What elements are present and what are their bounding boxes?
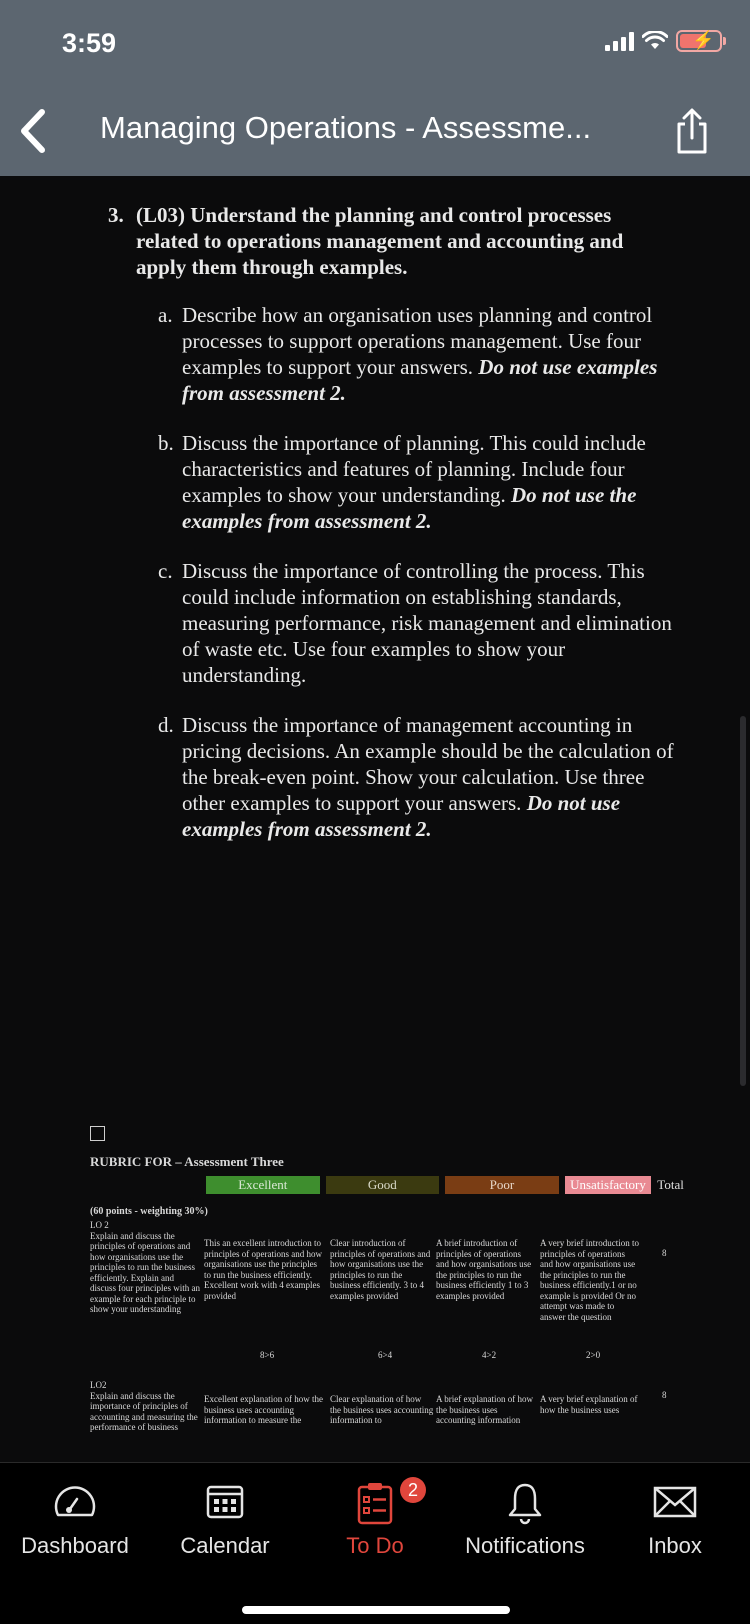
question-part-c — [158, 558, 678, 688]
page-title: Managing Operations - Assessme... — [100, 110, 592, 145]
rubric-table — [90, 1154, 690, 1432]
rubric-row-2-unsatisfactory: A very brief explanation of how the business uses — [540, 1394, 638, 1415]
tab-label: Inbox — [648, 1533, 702, 1558]
part-label: d. — [158, 713, 174, 737]
tab-label: Notifications — [465, 1533, 585, 1558]
question-text: (L03) Understand the planning and control processes related to operations management and accounting and apply them through examples. — [136, 203, 624, 279]
header-good: Good — [326, 1176, 440, 1194]
gauge-icon — [50, 1481, 100, 1521]
question-part-b — [158, 430, 678, 534]
rubric-points: (60 points - weighting 30%) — [90, 1206, 208, 1217]
tab-todo[interactable] — [300, 1463, 450, 1583]
rubric-row-1-total: 8 — [662, 1248, 667, 1258]
bell-icon — [505, 1481, 545, 1525]
rubric-row-1-poor: A brief introduction of principles of operations and how organisations use the principles to run the business efficiently 1 to 3 examples provided — [436, 1238, 532, 1301]
rubric-row-1-good: Clear introduction of principles of operations and how organisations use the principles to run the business efficiently. 3 to 4 examples provided — [330, 1238, 431, 1301]
header-excellent: Excellent — [206, 1176, 320, 1194]
todo-clipboard-icon — [355, 1481, 395, 1525]
app-header — [0, 0, 750, 176]
part-label: b. — [158, 431, 174, 455]
home-indicator[interactable] — [242, 1606, 510, 1614]
part-text: Discuss the importance of controlling the process. This could include information on establishing standards, measuring performance, risk management and elimination of waste etc. Use four examples to show your understanding. — [182, 559, 672, 687]
rubric-row-2-good: Clear explanation of how the business uses accounting information to — [330, 1394, 434, 1425]
header-total: Total — [657, 1177, 684, 1192]
header-poor: Poor — [445, 1176, 559, 1194]
rubric-title: RUBRIC FOR – Assessment Three — [90, 1154, 284, 1169]
scrollbar-thumb[interactable] — [740, 716, 746, 1086]
back-chevron-icon[interactable] — [14, 104, 54, 158]
rubric-row-1-excellent: This an excellent introduction to principles of operations and how organisations use the principles to run the business efficiently. Excellent work with 4 examples provided — [204, 1238, 322, 1301]
share-icon[interactable] — [672, 108, 712, 156]
part-text: Discuss the importance of planning. This could include characteristics and features of planning. Include four examples to show your understanding. Do not use the examples from assessment 2. — [182, 431, 646, 533]
tab-label: Calendar — [180, 1533, 270, 1558]
rubric-row-1-unsatisfactory: A very brief introduction to principles of operations and how organisations use the principles to run the business efficiently.1 or no example is provided Or no attempt was made to answer the question — [540, 1238, 639, 1322]
tab-notifications[interactable] — [450, 1463, 600, 1583]
tab-calendar[interactable] — [150, 1463, 300, 1583]
question-part-a — [158, 302, 678, 406]
rubric-row-2-excellent: Excellent explanation of how the business uses accounting information to measure the — [204, 1394, 323, 1425]
tab-label: Dashboard — [21, 1533, 129, 1558]
header-unsatisfactory: Unsatisfactory — [565, 1176, 652, 1194]
part-label: c. — [158, 559, 173, 583]
rubric-row-2-total: 8 — [662, 1390, 667, 1400]
todo-badge: 2 — [400, 1477, 426, 1503]
part-text: Discuss the importance of management accounting in pricing decisions. An example should be the calculation of the break-even point. Show your calculation. Use three other examples to support your answers. Do not use examples from assessment 2. — [182, 713, 674, 841]
rubric-header-row — [206, 1176, 690, 1194]
score-range: 8>6 — [260, 1350, 275, 1360]
rubric-row-1-lo: LO 2 Explain and discuss the principles of operations and how organisations use the principles to run the business efficiently. Explain and discuss four principles with an example for each principle to show your understanding — [90, 1220, 200, 1314]
tab-dashboard[interactable] — [0, 1463, 150, 1583]
document-viewer[interactable] — [0, 176, 750, 1462]
score-range: 4>2 — [482, 1350, 497, 1360]
checkbox[interactable] — [90, 1126, 105, 1141]
tab-label: To Do — [346, 1533, 404, 1558]
battery-charging-icon: ⚡ — [676, 30, 722, 52]
rubric-row-2-poor: A brief explanation of how the business uses accounting information — [436, 1394, 533, 1425]
signal-icon — [605, 31, 634, 51]
calendar-icon — [205, 1481, 245, 1521]
status-time: 3:59 — [62, 28, 117, 58]
question-heading — [108, 202, 668, 280]
part-text: Describe how an organisation uses planning and control processes to support operations management. Use four examples to support your answers. Do not use examples from assessment 2. — [182, 303, 658, 405]
wifi-icon — [642, 31, 668, 51]
rubric-row-2-lo: LO2 Explain and discuss the importance of principles of accounting and measuring the performance of business — [90, 1380, 198, 1432]
mail-icon — [651, 1481, 699, 1521]
score-range: 2>0 — [586, 1350, 601, 1360]
question-number: 3. — [108, 203, 124, 227]
part-label: a. — [158, 303, 173, 327]
question-part-d — [158, 712, 678, 842]
tab-inbox[interactable] — [600, 1463, 750, 1583]
score-range: 6>4 — [378, 1350, 393, 1360]
status-icons — [605, 30, 722, 52]
tab-bar — [0, 1462, 750, 1624]
